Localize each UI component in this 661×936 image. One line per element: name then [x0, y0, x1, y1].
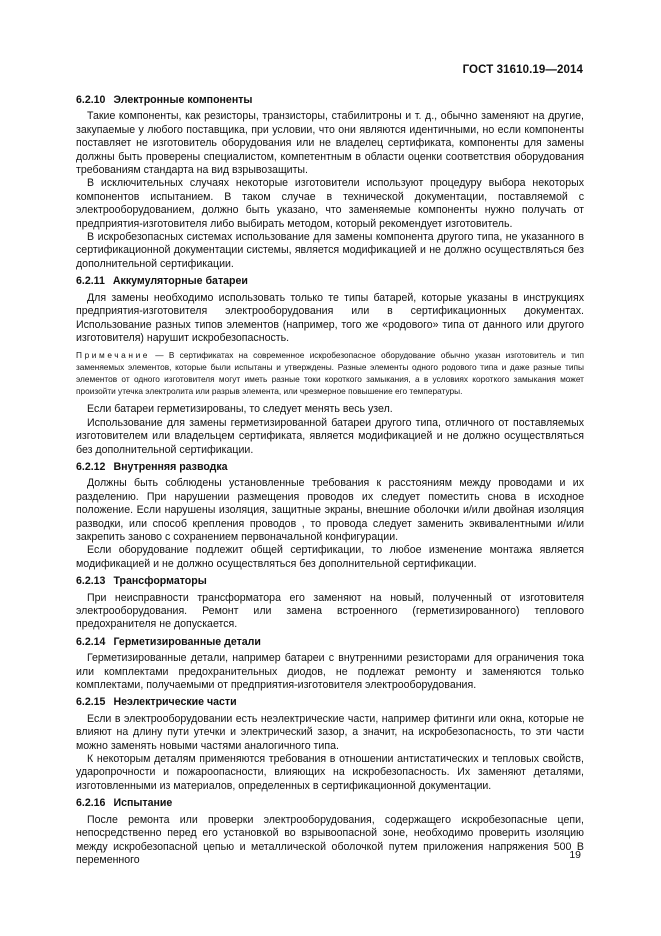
- paragraph: Использование для замены герметизированной батареи другого типа, отличного от поставляемых изготовителем или владельцем сертификата, является модификацией и не должно осуществляться без дополнительной сертификации.: [76, 416, 584, 456]
- paragraph: При неисправности трансформатора его заменяют на новый, полученный от изготовителя электрооборудования. Ремонт или замена встроенного (герметизированного) теплового предохранителя не допускается.: [76, 591, 584, 631]
- document-id-header: ГОСТ 31610.19—2014: [462, 64, 583, 76]
- section-6-2-10: [76, 94, 584, 271]
- section-heading: [76, 636, 584, 649]
- page-number: 19: [569, 849, 581, 861]
- note-block: [76, 349, 584, 397]
- section-number: 6.2.15: [76, 696, 106, 709]
- section-number: 6.2.16: [76, 797, 106, 810]
- document-body: [76, 94, 584, 867]
- section-title: Внутренняя разводка: [113, 460, 228, 473]
- section-title: Испытание: [113, 797, 173, 810]
- section-number: 6.2.11: [76, 275, 105, 288]
- section-heading: [76, 275, 584, 288]
- section-6-2-14: [76, 636, 584, 693]
- section-6-2-12: [76, 461, 584, 571]
- section-title: Электронные компоненты: [113, 94, 253, 106]
- section-heading: [76, 461, 584, 474]
- paragraph: К некоторым деталям применяются требования в отношении антистатических и тепловых свойств, ударопрочности и пожароопасности, влияющих на искробезопасность. Их заменяют деталями, изготовленными из материалов, определенных в сертификационной документации.: [76, 753, 584, 792]
- paragraph: После ремонта или проверки электрооборудования, содержащего искробезопасные цепи, непосредственно перед его установкой во взрывоопасной зоне, необходимо проверить изоляцию между искробезопасной цепью и металлической оболочкой путем приложения напряжения 500 В переменного: [76, 813, 584, 866]
- section-heading: [76, 575, 584, 588]
- paragraph: В искробезопасных системах использование для замены компонента другого типа, не указанного в сертификационной документации системы, является модификацией и не должно осуществляться без дополнительной сертификации.: [76, 231, 584, 270]
- section-heading: [76, 797, 584, 810]
- paragraph: Герметизированные детали, например батареи с внутренними резисторами для ограничения тока или комплектами предохранительных диодов, не подлежат ремонту и заменяются только комплектами, получаемыми от предприятия-изготовителя электрооборудования.: [76, 652, 584, 692]
- paragraph: Если батареи герметизированы, то следует менять весь узел.: [87, 403, 393, 416]
- section-number: 6.2.10: [76, 94, 106, 106]
- section-6-2-11: [76, 275, 584, 457]
- section-number: 6.2.14: [76, 635, 106, 648]
- section-heading: [76, 94, 584, 107]
- paragraph: Должны быть соблюдены установленные требования к расстояниям между проводами и их разделению. При нарушении размещения проводов их следует поместить снова в исходное положение. Если нарушены изоляция, защитные экраны, внешние оболочки и/или двойная изоляция разводки, или способ крепления проводов , то провода следует заменить эквивалентными и/или закрепить заново с сохранением первоначальной конфигурации.: [76, 477, 584, 543]
- section-6-2-16: [76, 797, 584, 867]
- section-number: 6.2.13: [76, 575, 106, 588]
- section-title: Неэлектрические части: [113, 696, 237, 709]
- section-title: Трансформаторы: [113, 575, 207, 588]
- section-6-2-13: [76, 575, 584, 632]
- section-title: Аккумуляторные батареи: [112, 275, 248, 288]
- paragraph: Если в электрооборудовании есть неэлектрические части, например фитинги или окна, которые не влияют на длину пути утечки и электрический зазор, а значит, на искробезопасность, то эти части можно заменять новыми частями аналогичного типа.: [76, 712, 584, 752]
- section-6-2-15: [76, 696, 584, 793]
- paragraph: Такие компоненты, как резисторы, транзисторы, стабилитроны и т. д., обычно заменяют на другие, закупаемые у любого поставщика, при условии, что они являются идентичными, но если компоненты поставляет не изготовитель оборудования или не владелец сертификата, компоненты для замены должны быть проверены специалистом, компетентным в области оценки соответствия оборудования требованиям стандарта на вид взрывозащиты.: [76, 110, 584, 177]
- section-title: Герметизированные детали: [113, 635, 261, 648]
- paragraph: Для замены необходимо использовать только те типы батарей, которые указаны в инструкциях предприятия-изготовителя электрооборудования или в сертификационных документах. Использование разных типов элементов (например, того же «родового» типа от данного или другого изготовителя) нарушит искробезопасность.: [76, 291, 584, 344]
- section-number: 6.2.12: [76, 460, 106, 473]
- paragraph: Если оборудование подлежит общей сертификации, то любое изменение монтажа является модификацией и не должно осуществляться без дополнительной сертификации.: [76, 544, 584, 570]
- section-heading: [76, 696, 584, 709]
- paragraph: В исключительных случаях некоторые изготовители используют процедуру выбора некоторых компонентов испытанием. В таком случае в технической документации, поставляемой с электрооборудованием, должно быть указано, что заменяемые компоненты нужно получать от предприятия-изготовителя либо выбирать методом, который рекомендует изготовитель.: [76, 177, 584, 230]
- note-text: — В сертификатах на современное искробезопасное оборудование обычно указан изготовитель и тип заменяемых элементов, которые были испытаны и утверждены. Разные элементы одного родового типа и даже разные типы элементов от одного изготовителя могут иметь разные токи короткого замыкания, а в условиях короткого замыкания может произойти утечка электролита или разрыв элемента, или чрезмерное повышение его температуры.: [76, 350, 584, 397]
- note-label: Примечание: [76, 350, 151, 361]
